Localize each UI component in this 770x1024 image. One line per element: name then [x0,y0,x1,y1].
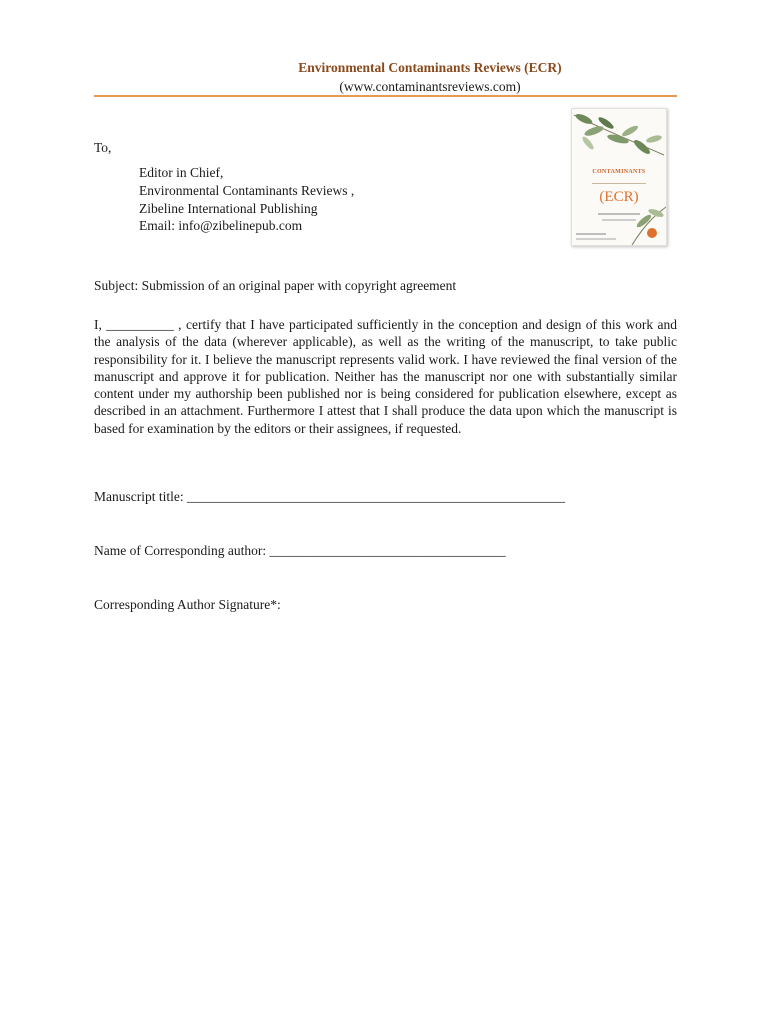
header-title: Environmental Contaminants Reviews (ECR) [298,60,562,75]
address-journal: Environmental Contaminants Reviews , [139,183,355,198]
address-publisher: Zibeline International Publishing [139,201,318,216]
cover-journal-name: CONTAMINANTS [592,169,646,175]
signature-field[interactable]: Corresponding Author Signature*: [94,597,281,612]
journal-cover-image [571,108,667,246]
subject-line: Subject: Submission of an original paper with copyright agreement [94,278,457,293]
cover-abbreviation: (ECR) [599,189,639,205]
address-recipient: Editor in Chief, [139,165,224,180]
manuscript-title-field[interactable]: Manuscript title: ________________________________________________________ [94,489,565,504]
certification-paragraph: I, __________ , certify that I have participated sufficiently in the conception and design of this work and the analysis of the data (wherever applicable), as well as the writing of the manuscript, to take public responsibility for it. I believe the manuscript represents valid work. I have reviewed the final version of the manuscript and approve it for publication. Neither has the manuscript nor one with substantially similar content under my authorship been published nor is being considered for publication elsewhere, except as described in an attachment. Furthermore I attest that I shall produce the data upon which the manuscript is based for examination by the editors or their assignees, if requested. [94,317,677,436]
corresponding-author-field[interactable]: Name of Corresponding author: ___________________________________ [94,543,506,558]
header-url[interactable]: (www.contaminantsreviews.com) [339,79,521,94]
leaf-branch-illustration [572,109,666,245]
address-email[interactable]: Email: info@zibelinepub.com [139,218,303,233]
salutation: To, [94,140,112,155]
header-rule [94,95,677,97]
